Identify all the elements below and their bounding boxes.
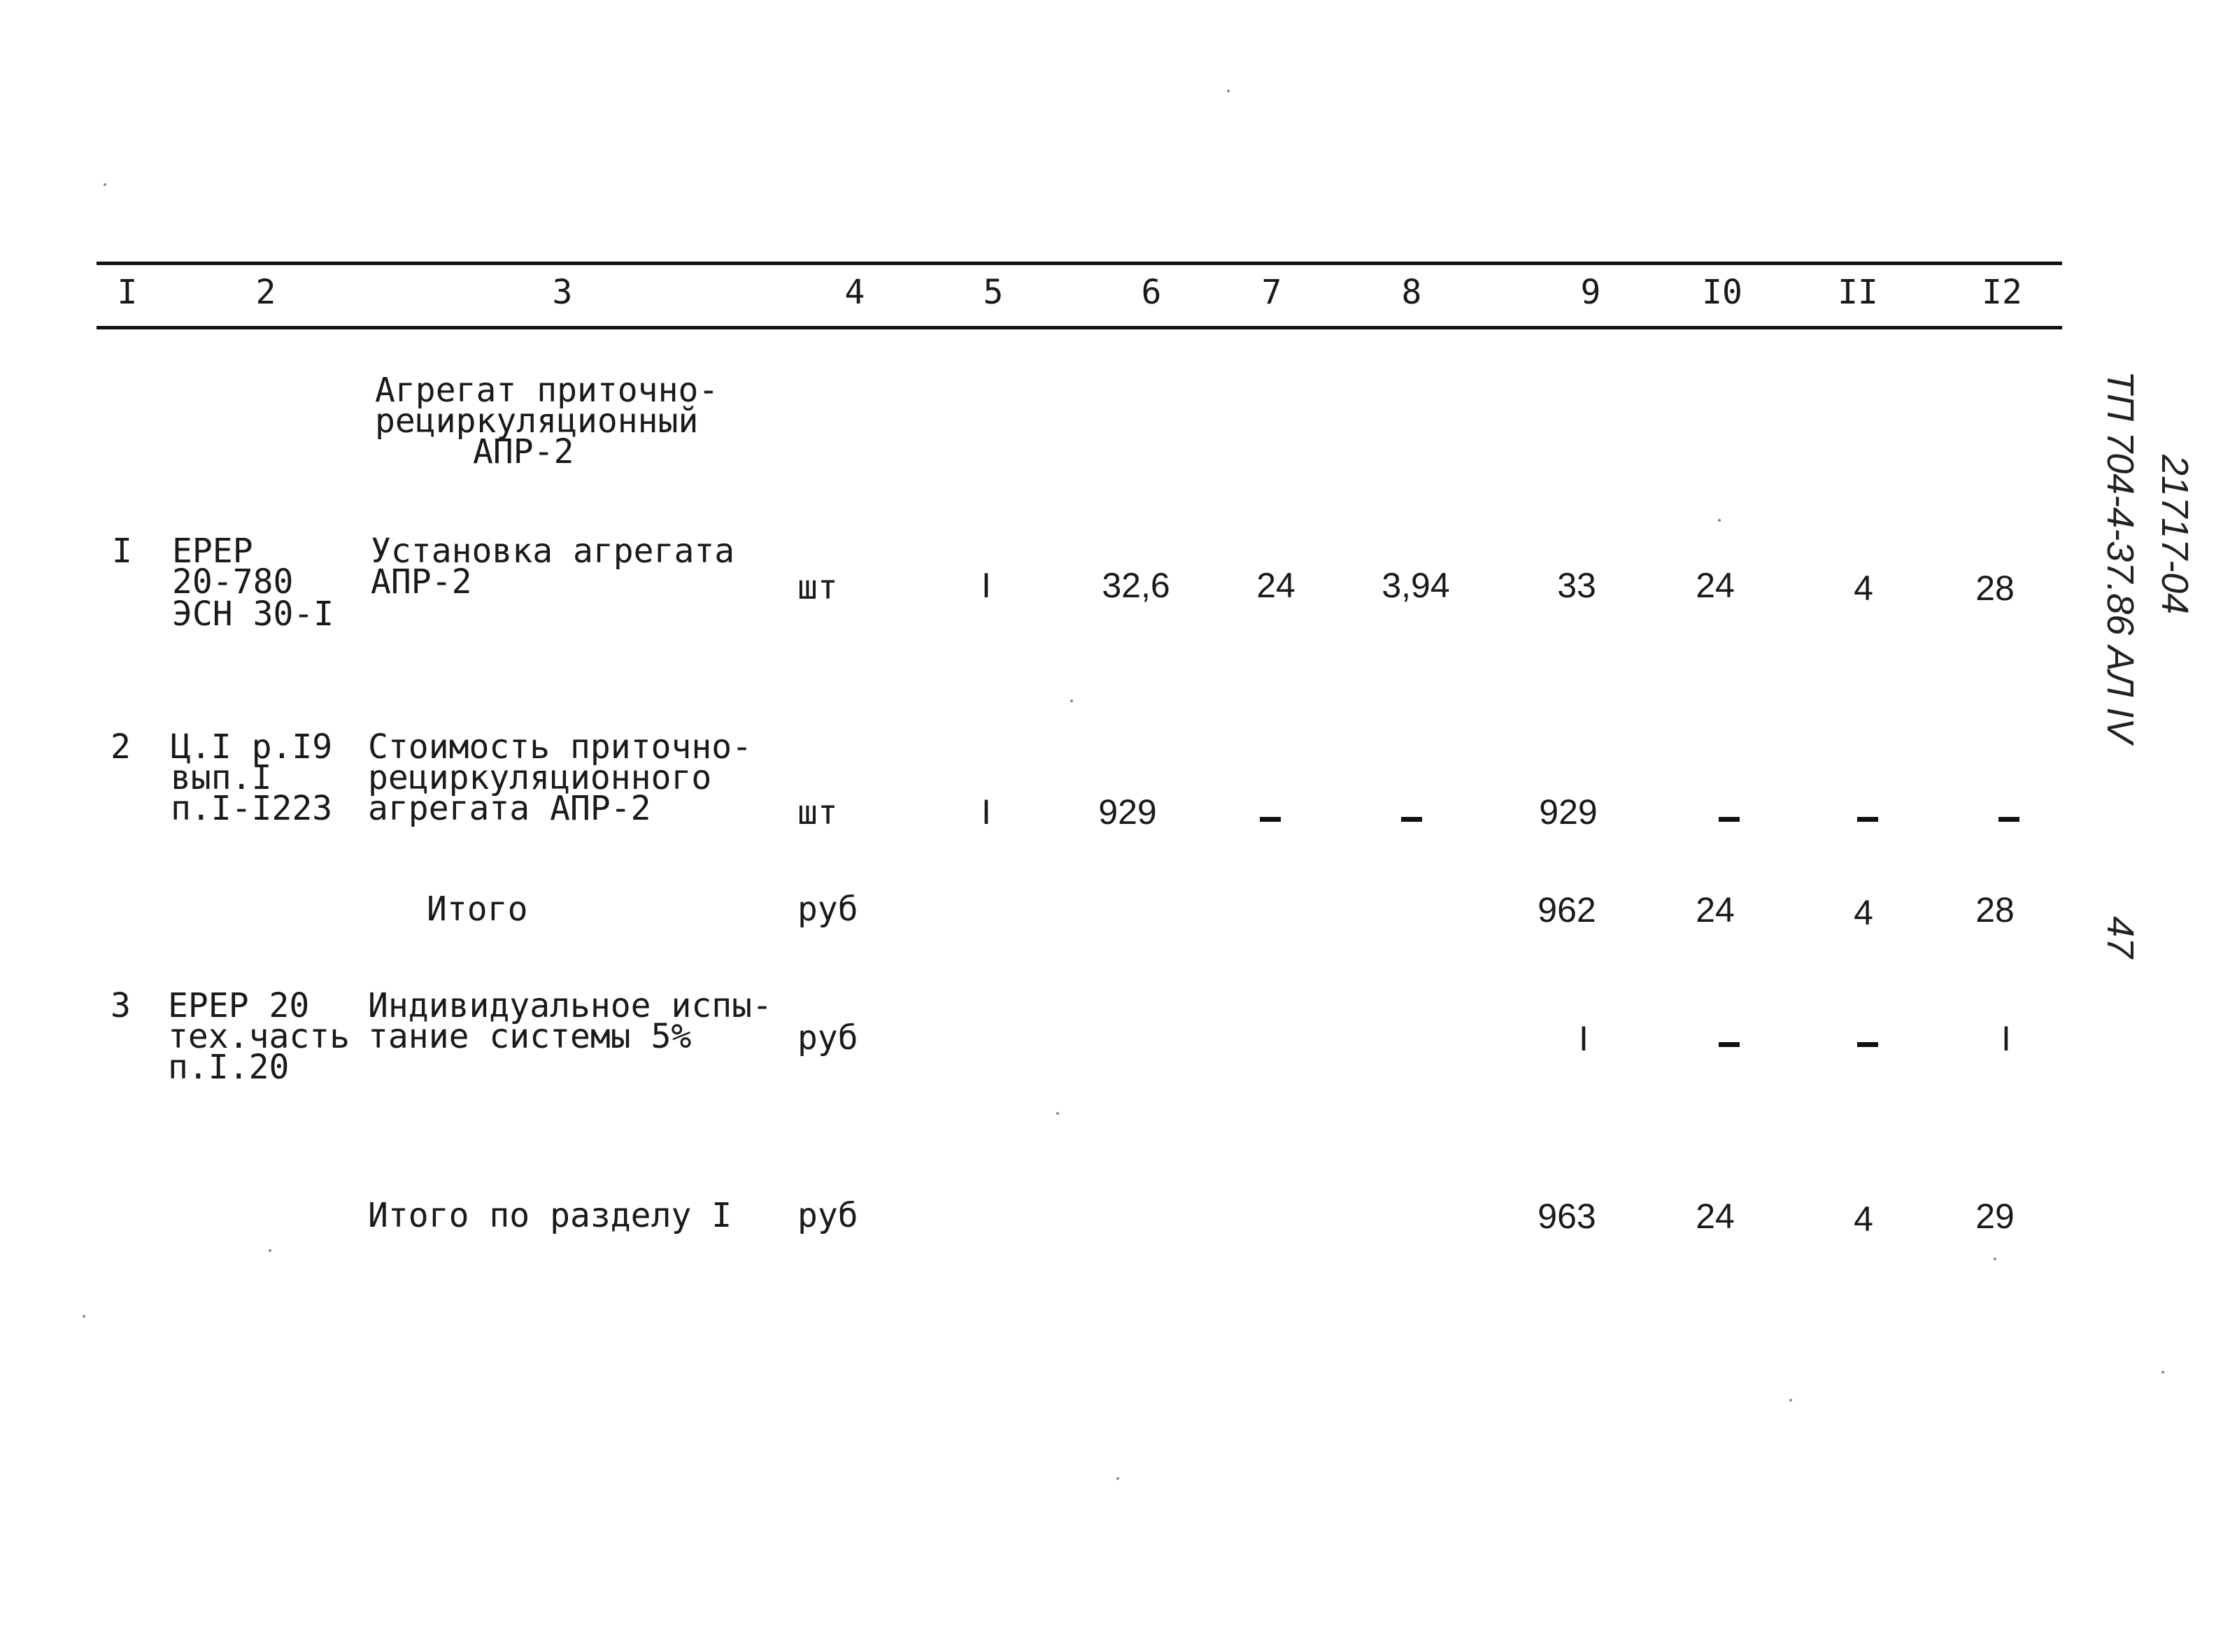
column-header-3: 3 — [552, 273, 573, 312]
row-3-col-10-dash — [1719, 1042, 1740, 1047]
column-header-6: 6 — [1141, 273, 1162, 312]
scan-speck — [1070, 699, 1073, 702]
row-3-col-9: I — [1579, 1019, 1589, 1058]
scan-speck — [269, 1249, 271, 1252]
row-1-code-line-1: ЕРЕР — [172, 532, 253, 571]
row-1-col-6: 32,6 — [1102, 566, 1170, 605]
row-1-code-line-3: ЭСН 30-I — [172, 594, 334, 634]
row-2-col-8-dash — [1401, 817, 1422, 822]
scan-speck — [1227, 90, 1230, 92]
subtotal-col-9: 962 — [1537, 890, 1596, 930]
row-2-col-7-dash — [1260, 817, 1281, 822]
row-1-number: I — [112, 532, 132, 571]
row-2-col-9: 929 — [1539, 792, 1598, 832]
section-title-line-1: Агрегат приточно- — [375, 371, 719, 410]
column-header-5: 5 — [983, 273, 1004, 312]
column-header-12: I2 — [1982, 273, 2022, 312]
row-3-col-12: I — [2001, 1019, 2011, 1058]
column-header-1: I — [117, 273, 138, 312]
row-3-code-line-1: ЕРЕР 20 — [168, 986, 310, 1025]
row-3-number: 3 — [111, 986, 131, 1025]
row-1-col-9: 33 — [1557, 566, 1596, 605]
row-1-name-line-1: Установка агрегата — [371, 532, 735, 571]
section-title-line-3: АПР-2 — [473, 432, 574, 471]
row-2-code-line-1: Ц.I р.I9 — [171, 727, 333, 767]
subtotal-col-10: 24 — [1696, 890, 1735, 930]
row-1-code-line-2: 20-780 — [172, 562, 294, 601]
row-3-unit: руб — [797, 1018, 858, 1058]
row-2-unit: шт — [797, 793, 838, 832]
row-3-col-11-dash — [1857, 1042, 1878, 1047]
subtotal-col-12: 28 — [1975, 890, 2015, 930]
scan-speck — [2161, 1371, 2164, 1374]
row-2-name-line-2: рециркуляционного — [368, 758, 712, 797]
scan-speck — [1994, 1258, 1996, 1260]
section-total-label: Итого по разделу I — [368, 1196, 732, 1235]
column-header-4: 4 — [844, 273, 865, 312]
row-2-col-10-dash — [1719, 817, 1740, 822]
table-top-rule — [97, 262, 2062, 265]
scan-speck — [1056, 1112, 1059, 1115]
subtotal-col-11: 4 — [1854, 893, 1873, 932]
section-total-unit: руб — [797, 1196, 858, 1235]
section-total-col-12: 29 — [1975, 1197, 2015, 1236]
row-1-unit: шт — [797, 568, 838, 607]
column-header-2: 2 — [255, 273, 276, 312]
scan-speck — [1718, 519, 1721, 522]
row-1-col-8: 3,94 — [1382, 566, 1450, 605]
column-header-10: I0 — [1702, 273, 1742, 312]
row-3-code-line-3: п.I.20 — [168, 1048, 290, 1087]
row-3-name-line-1: Индивидуальное испы- — [368, 986, 772, 1025]
row-3-name-line-2: тание системы 5% — [368, 1017, 692, 1056]
column-header-7: 7 — [1261, 273, 1282, 312]
row-2-col-5: I — [981, 792, 991, 832]
row-3-code-line-2: тех.часть — [168, 1017, 350, 1056]
margin-doc-code: ТП 704-4-37.86 АЛ IV — [2099, 371, 2141, 743]
row-2-col-11-dash — [1857, 817, 1878, 822]
margin-page-number: 47 — [2099, 916, 2141, 959]
row-1-name-line-2: АПР-2 — [371, 562, 472, 601]
row-2-name-line-3: агрегата АПР-2 — [368, 789, 651, 828]
row-2-col-6: 929 — [1098, 792, 1157, 832]
row-1-col-12: 28 — [1975, 569, 2015, 608]
row-1-col-7: 24 — [1256, 566, 1295, 605]
section-total-col-9: 963 — [1537, 1197, 1596, 1236]
scan-speck — [104, 183, 106, 186]
section-total-col-10: 24 — [1696, 1197, 1735, 1236]
column-header-8: 8 — [1401, 273, 1422, 312]
row-2-code-line-2: вып.I — [171, 758, 272, 797]
row-2-col-12-dash — [1998, 817, 2019, 822]
row-1-col-11: 4 — [1854, 569, 1873, 608]
section-total-col-11: 4 — [1854, 1199, 1873, 1239]
scan-speck — [1789, 1399, 1792, 1402]
column-header-11: II — [1838, 273, 1878, 312]
subtotal-label: Итого — [427, 890, 528, 929]
row-2-code-line-3: п.I-I223 — [171, 789, 333, 828]
row-1-col-5: I — [981, 566, 991, 605]
table-header-rule — [97, 326, 2062, 329]
scan-speck — [83, 1315, 85, 1318]
column-header-9: 9 — [1580, 273, 1601, 312]
section-title-line-2: рециркуляционный — [375, 401, 699, 441]
row-2-number: 2 — [111, 727, 131, 767]
margin-inv-number: 21717-04 — [2154, 455, 2196, 615]
row-2-name-line-1: Стоимость приточно- — [368, 727, 753, 767]
row-1-col-10: 24 — [1696, 566, 1735, 605]
scan-speck — [1116, 1477, 1119, 1480]
subtotal-unit: руб — [797, 890, 858, 929]
